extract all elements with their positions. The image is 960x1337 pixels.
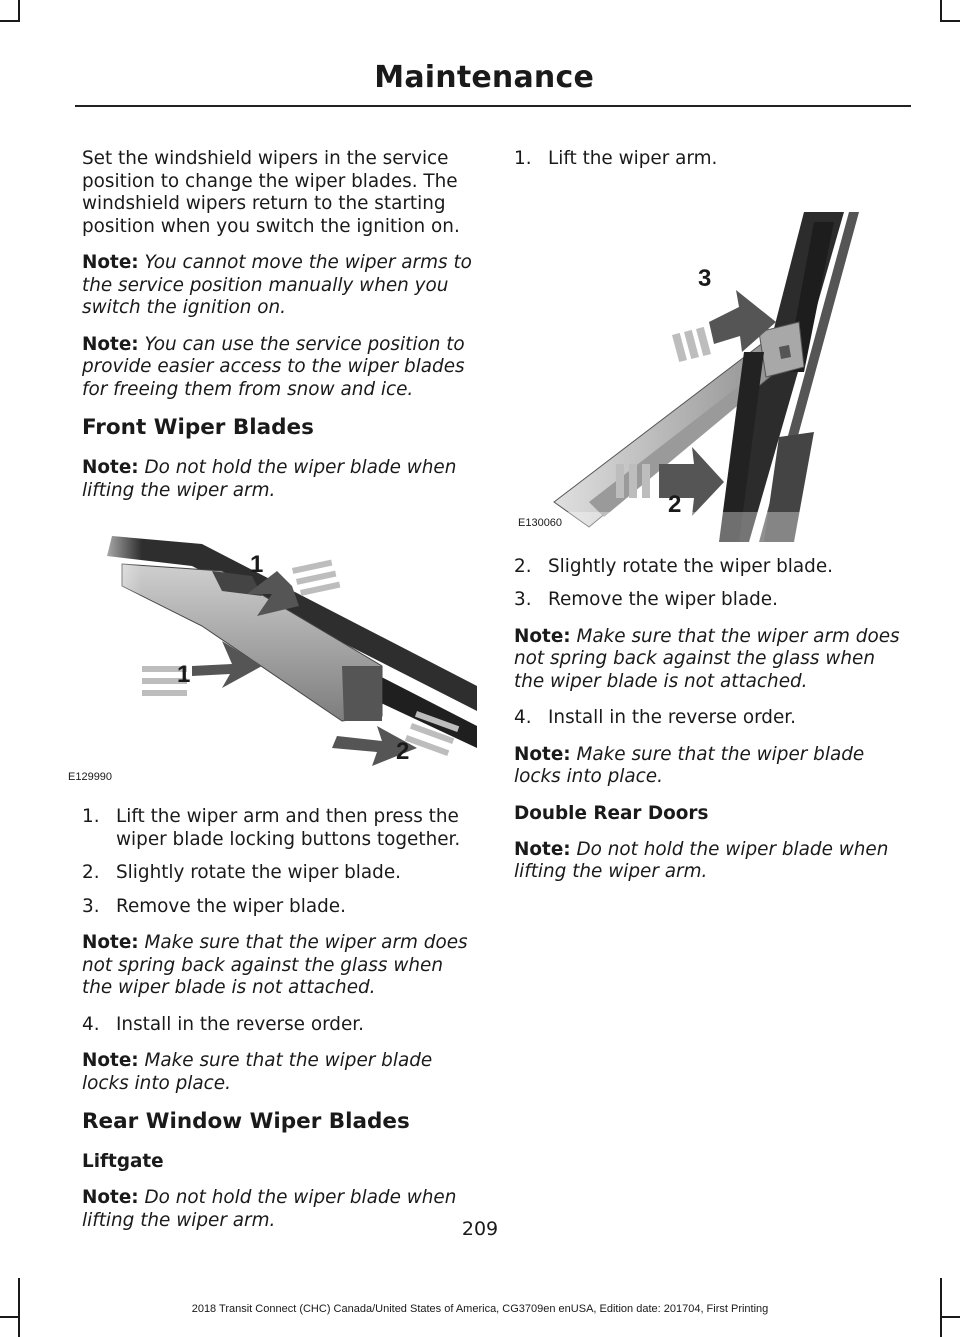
page-title: Maintenance <box>374 60 594 95</box>
crop-mark <box>0 20 20 22</box>
rear-wiper-figure <box>514 182 909 542</box>
steps-list <box>82 1014 477 1037</box>
front-wiper-figure <box>68 516 477 786</box>
figure-code: E130060 <box>518 516 563 529</box>
callout-label: 2 <box>396 738 410 765</box>
page-number: 209 <box>461 1218 499 1240</box>
left-column <box>68 148 477 1246</box>
list-item: 1. Lift the wiper arm and then press the wiper blade locking buttons together. <box>82 806 461 850</box>
front-wiper-illustration <box>82 516 477 786</box>
crop-mark <box>18 0 20 22</box>
note: Note: Make sure that the wiper arm does not spring back against the glass when the wiper blade is not attached. <box>82 932 468 998</box>
subsection-heading: Liftgate <box>82 1151 164 1172</box>
figure-code: E129990 <box>68 771 113 783</box>
note: Note: Make sure that the wiper blade locks into place. <box>514 743 865 787</box>
list-item: 2. Slightly rotate the wiper blade. <box>514 555 833 577</box>
list-item: 2. Slightly rotate the wiper blade. <box>82 862 401 883</box>
callout-label: 1 <box>250 551 264 578</box>
header-divider <box>75 105 911 107</box>
callout-label: 2 <box>668 490 682 518</box>
callout-label: 1 <box>177 661 191 688</box>
steps-list <box>514 148 909 171</box>
crop-mark <box>940 1316 960 1318</box>
note: Note: Do not hold the wiper blade when lifting the wiper arm. <box>82 1187 457 1231</box>
list-item: 3. Remove the wiper blade. <box>82 895 346 917</box>
steps-list <box>82 806 477 918</box>
section-heading: Rear Window Wiper Blades <box>82 1109 410 1134</box>
list-item: 4. Install in the reverse order. <box>82 1013 365 1035</box>
callout-label: 3 <box>698 264 712 292</box>
footer-text: 2018 Transit Connect (CHC) Canada/United States of America, CG3709en enUSA, Edition date: 201704, First Printing <box>191 1303 769 1315</box>
list-item: 1. Lift the wiper arm. <box>514 148 718 169</box>
right-column <box>514 148 909 898</box>
rear-wiper-illustration <box>514 182 909 542</box>
list-item: 3. Remove the wiper blade. <box>514 589 778 610</box>
crop-mark <box>940 20 960 22</box>
list-item: 4. Install in the reverse order. <box>514 707 797 728</box>
note: Note: You cannot move the wiper arms to the service position manually when you switch the ignition on. <box>82 252 472 318</box>
crop-mark <box>940 0 942 22</box>
note: Note: Make sure that the wiper blade locks into place. <box>82 1050 433 1094</box>
subsection-heading: Double Rear Doors <box>514 802 709 824</box>
intro-paragraph: Set the windshield wipers in the service position to change the wiper blades. The windshield wipers return to the starting position when you switch the ignition on. <box>82 148 460 237</box>
steps-list <box>514 707 909 730</box>
note: Note: Do not hold the wiper blade when lifting the wiper arm. <box>82 457 457 501</box>
steps-list <box>514 556 909 612</box>
crop-mark <box>0 1316 20 1318</box>
section-heading: Front Wiper Blades <box>82 415 314 440</box>
note: Note: Do not hold the wiper blade when lifting the wiper arm. <box>514 838 889 882</box>
note: Note: Make sure that the wiper arm does not spring back against the glass when the wiper blade is not attached. <box>514 625 900 692</box>
note: Note: You can use the service position to provide easier access to the wiper blades for freeing them from snow and ice. <box>82 333 465 400</box>
